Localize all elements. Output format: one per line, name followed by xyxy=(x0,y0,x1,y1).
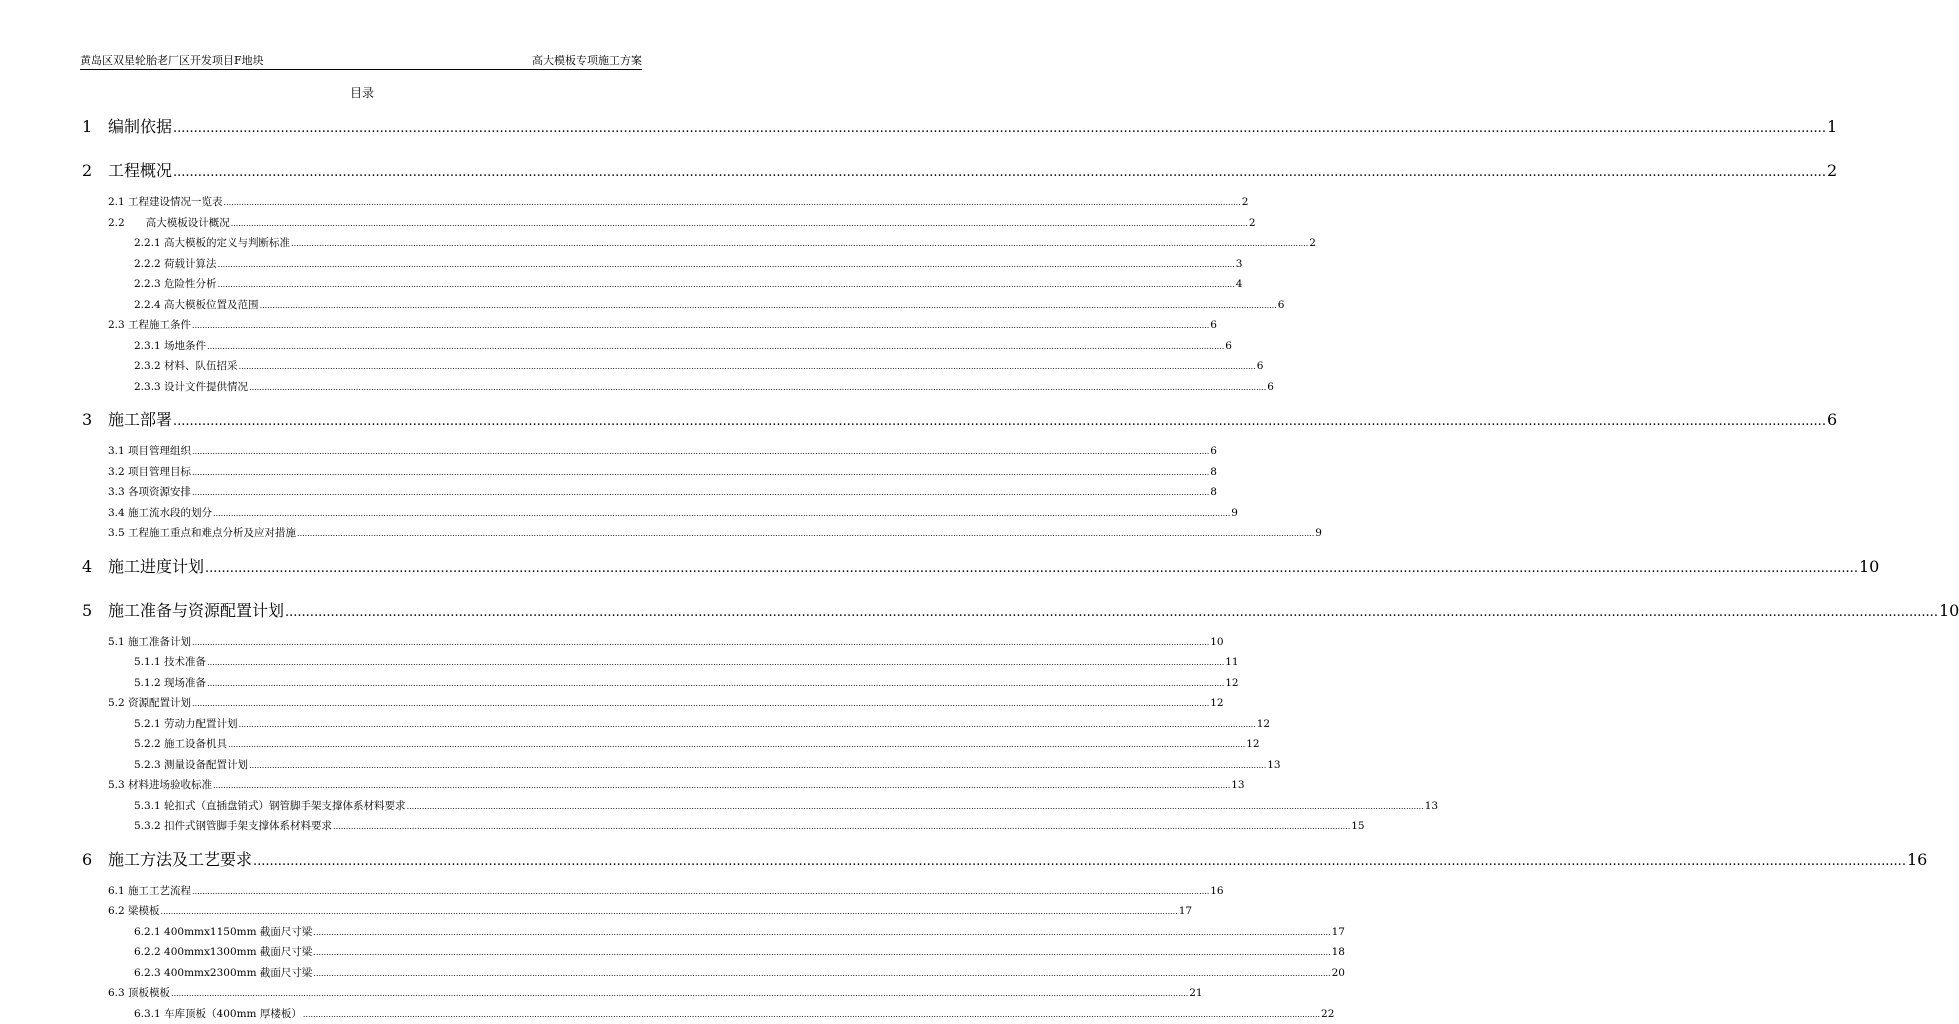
toc-entry-page: 2 xyxy=(1826,161,1838,180)
toc-entry-label xyxy=(108,443,191,458)
toc-entry-label xyxy=(134,1006,302,1021)
toc-entry-page: 10 xyxy=(1858,556,1880,576)
toc-entry[interactable] xyxy=(82,1006,1335,1022)
toc-entry-page: 16 xyxy=(1906,849,1928,869)
toc-entry-text: 6.3.1 车库顶板（400mm 厚楼板） xyxy=(134,1007,302,1020)
toc-entry-page: 17 xyxy=(1331,925,1345,938)
toc-entry-label xyxy=(134,965,312,980)
toc-leader-dots: ................................................................................................................................................................................................................................................................................................................................................................................................................ xyxy=(192,467,1210,477)
toc-entry[interactable] xyxy=(82,158,1838,182)
toc-entry-label xyxy=(108,317,191,332)
toc-entry[interactable] xyxy=(82,654,1239,670)
toc-entry-page: 9 xyxy=(1315,527,1322,539)
toc-entry-page: 12 xyxy=(1225,676,1239,689)
toc-entry-page: 18 xyxy=(1331,946,1345,958)
toc-entry[interactable] xyxy=(82,358,1264,374)
toc-entry[interactable] xyxy=(82,736,1260,752)
toc-entry-page: 22 xyxy=(1321,1007,1335,1020)
toc-entry-page: 10 xyxy=(1210,635,1224,648)
toc-entry-page: 6 xyxy=(1225,339,1232,352)
toc-entry-text: 5.2.3 测量设备配置计划 xyxy=(134,758,249,771)
toc-entry-text: 2.2 高大模板设计概况 xyxy=(108,216,230,229)
toc-leader-dots: ................................................................................................................................................................................................................................................................................................................................................................................................................ xyxy=(192,488,1210,497)
toc-entry-page: 20 xyxy=(1331,966,1345,979)
toc-entry[interactable] xyxy=(82,757,1281,773)
toc-leader-dots: ................................................................................................................................................................................................................................................................................................................................................................................................................ xyxy=(207,678,1225,688)
toc-entry-label xyxy=(134,675,206,690)
toc-entry-text: 6.2.1 400mmx1150mm 截面尺寸梁 xyxy=(134,925,313,938)
toc-leader-dots: ................................................................................................................................................................................................................................................................................................................................................................................................................ xyxy=(217,280,1235,289)
toc-entry-page: 12 xyxy=(1256,717,1271,730)
toc-entry-label xyxy=(134,235,290,250)
toc-entry-text: 施工进度计划 xyxy=(108,556,205,576)
toc-entry[interactable] xyxy=(82,407,1838,431)
toc-entry[interactable] xyxy=(82,903,1193,919)
toc-entry-text: 编制依据 xyxy=(108,117,173,136)
toc-entry[interactable] xyxy=(82,798,1439,814)
toc-entry[interactable] xyxy=(82,505,1238,521)
toc-leader-dots: ................................................................................................................................................................................................................................................................................................................................................................................................................ xyxy=(313,968,1331,978)
toc-leader-dots: ................................................................................................................................................................................................................................................................................................................................................................................................................ xyxy=(297,529,1315,538)
toc-entry[interactable] xyxy=(82,338,1232,354)
toc-leader-dots: ................................................................................................................................................................................................................................................................................................................................................................................................................ xyxy=(205,560,1858,576)
toc-entry-page: 12 xyxy=(1246,738,1260,750)
toc-leader-dots: ................................................................................................................................................................................................................................................................................................................................................................................................................ xyxy=(192,886,1210,896)
toc-leader-dots: ................................................................................................................................................................................................................................................................................................................................................................................................................ xyxy=(249,760,1267,770)
toc-entry-label xyxy=(82,554,204,577)
toc-entry-page: 2 xyxy=(1241,196,1249,208)
toc-entry-label xyxy=(82,847,252,870)
toc-entry-text: 3.1 项目管理组织 xyxy=(108,445,192,457)
toc-entry-number: 5 xyxy=(82,600,93,620)
toc-entry-page: 4 xyxy=(1235,278,1243,290)
toc-entry[interactable] xyxy=(82,777,1245,793)
toc-entry-text: 5.2.2 施工设备机具 xyxy=(134,738,228,750)
toc-leader-dots: ................................................................................................................................................................................................................................................................................................................................................................................................................ xyxy=(192,637,1210,647)
toc-entry-label xyxy=(82,158,172,181)
toc-leader-dots: ................................................................................................................................................................................................................................................................................................................................................................................................................ xyxy=(228,740,1246,749)
toc-entry[interactable] xyxy=(82,235,1316,251)
toc-entry-page: 6 xyxy=(1826,410,1838,429)
toc-entry[interactable] xyxy=(82,317,1217,333)
toc-entry-text: 施工部署 xyxy=(108,410,173,429)
toc-entry[interactable] xyxy=(82,194,1249,210)
toc-entry-label xyxy=(108,634,191,649)
toc-entry-page: 6 xyxy=(1210,445,1217,457)
toc-leader-dots: ................................................................................................................................................................................................................................................................................................................................................................................................................ xyxy=(291,239,1309,248)
toc-entry-page: 1 xyxy=(1826,117,1838,136)
toc-leader-dots: ................................................................................................................................................................................................................................................................................................................................................................................................................ xyxy=(333,822,1351,831)
toc-leader-dots: ................................................................................................................................................................................................................................................................................................................................................................................................................ xyxy=(302,1009,1321,1019)
toc-entry[interactable] xyxy=(82,924,1345,940)
toc-entry-text: 5.1 施工准备计划 xyxy=(108,635,192,648)
toc-entry-label xyxy=(82,114,172,137)
toc-entry[interactable] xyxy=(82,965,1345,981)
toc-entry-text: 2.3.3 设计文件提供情况 xyxy=(134,380,249,393)
toc-entry-page: 10 xyxy=(1938,600,1959,620)
toc-entry-label xyxy=(134,757,248,772)
toc-entry-page: 13 xyxy=(1267,758,1281,771)
toc-entry[interactable] xyxy=(82,215,1256,231)
toc-leader-dots: ................................................................................................................................................................................................................................................................................................................................................................................................................ xyxy=(171,989,1189,998)
toc-title: 目录 xyxy=(349,86,374,100)
toc-entry-number: 1 xyxy=(82,117,93,136)
toc-entry-text: 2.3 工程施工条件 xyxy=(108,319,192,331)
toc-entry-label xyxy=(134,297,259,312)
header-project-name: 黄岛区双星轮胎老厂区开发项目F地块 xyxy=(80,54,264,67)
toc-entry[interactable] xyxy=(82,379,1274,395)
toc-leader-dots: ................................................................................................................................................................................................................................................................................................................................................................................................................ xyxy=(230,218,1248,228)
toc-leader-dots: ................................................................................................................................................................................................................................................................................................................................................................................................................ xyxy=(223,198,1241,207)
toc-entry-label xyxy=(108,985,170,1000)
toc-leader-dots: ................................................................................................................................................................................................................................................................................................................................................................................................................ xyxy=(238,719,1256,729)
toc-leader-dots: ................................................................................................................................................................................................................................................................................................................................................................................................................ xyxy=(192,321,1210,330)
toc-entry-text: 5.2 资源配置计划 xyxy=(108,697,192,709)
header-rule xyxy=(80,69,642,70)
toc-entry-number: 4 xyxy=(82,556,93,576)
toc-entry-page: 3 xyxy=(1235,257,1243,270)
toc-entry-label xyxy=(108,505,212,520)
toc-entry[interactable] xyxy=(82,554,1880,578)
toc-entry[interactable] xyxy=(82,464,1217,480)
toc-entry-label xyxy=(108,525,296,540)
toc-leader-dots: ................................................................................................................................................................................................................................................................................................................................................................................................................ xyxy=(173,165,1826,180)
toc-entry-label xyxy=(82,598,284,621)
toc-entry-page: 6 xyxy=(1277,298,1285,311)
toc-entry-page: 12 xyxy=(1210,697,1224,709)
toc-entry-number: 6 xyxy=(82,849,93,869)
toc-leader-dots: ................................................................................................................................................................................................................................................................................................................................................................................................................ xyxy=(192,699,1210,708)
toc-entry-page: 8 xyxy=(1210,465,1217,478)
toc-entry-page: 9 xyxy=(1231,506,1238,519)
toc-entry-text: 5.1.2 现场准备 xyxy=(134,676,207,689)
toc-entry[interactable] xyxy=(82,114,1838,138)
toc-entry-text: 6.3 顶板模板 xyxy=(108,987,171,999)
toc-entry-page: 2 xyxy=(1309,237,1316,249)
toc-leader-dots: ................................................................................................................................................................................................................................................................................................................................................................................................................ xyxy=(173,121,1826,136)
toc-entry-text: 5.2.1 劳动力配置计划 xyxy=(134,717,238,730)
toc-leader-dots: ................................................................................................................................................................................................................................................................................................................................................................................................................ xyxy=(160,907,1178,916)
toc-entry[interactable] xyxy=(82,256,1243,272)
toc-entry[interactable] xyxy=(82,695,1224,711)
toc-leader-dots: ................................................................................................................................................................................................................................................................................................................................................................................................................ xyxy=(285,604,1938,620)
toc-leader-dots: ................................................................................................................................................................................................................................................................................................................................................................................................................ xyxy=(249,382,1267,392)
toc-entry-page: 6 xyxy=(1256,360,1264,372)
toc-entry-text: 3.3 各项资源安排 xyxy=(108,486,192,498)
toc-entry-text: 5.1.1 技术准备 xyxy=(134,656,207,668)
toc-entry[interactable] xyxy=(82,525,1322,541)
toc-leader-dots: ................................................................................................................................................................................................................................................................................................................................................................................................................ xyxy=(207,658,1225,667)
toc-entry-text: 6.1 施工工艺流程 xyxy=(108,884,192,897)
toc-entry[interactable] xyxy=(82,443,1217,459)
toc-entry[interactable] xyxy=(82,985,1203,1001)
toc-entry-text: 2.1 工程建设情况一览表 xyxy=(108,196,223,208)
toc-entry-label xyxy=(108,777,212,792)
toc-entry[interactable] xyxy=(82,883,1224,899)
toc-entry-label xyxy=(134,358,238,373)
toc-entry-text: 2.2.3 危险性分析 xyxy=(134,278,217,290)
toc-entry-text: 2.2.1 高大模板的定义与判断标准 xyxy=(134,237,291,249)
toc-entry-label xyxy=(134,944,312,959)
toc-entry-text: 2.3.1 场地条件 xyxy=(134,339,207,352)
toc-leader-dots: ................................................................................................................................................................................................................................................................................................................................................................................................................ xyxy=(313,948,1331,957)
toc-entry-label xyxy=(108,215,230,230)
toc-entry-text: 施工方法及工艺要求 xyxy=(108,849,253,869)
toc-entry[interactable] xyxy=(82,598,1959,622)
toc-entry[interactable] xyxy=(82,944,1345,960)
toc-entry-text: 3.2 项目管理目标 xyxy=(108,465,192,478)
toc-leader-dots: ................................................................................................................................................................................................................................................................................................................................................................................................................ xyxy=(253,853,1906,869)
toc-leader-dots: ................................................................................................................................................................................................................................................................................................................................................................................................................ xyxy=(217,259,1235,269)
toc-entry-label xyxy=(134,798,406,813)
toc-leader-dots: ................................................................................................................................................................................................................................................................................................................................................................................................................ xyxy=(213,508,1231,518)
toc-entry-label xyxy=(134,924,312,939)
toc-entry-text: 3.4 施工流水段的划分 xyxy=(108,506,213,519)
toc-entry-text: 2.2.4 高大模板位置及范围 xyxy=(134,298,259,311)
toc-entry-text: 2.3.2 材料、队伍招采 xyxy=(134,360,238,372)
toc-entry-label xyxy=(134,338,206,353)
toc-leader-dots: ................................................................................................................................................................................................................................................................................................................................................................................................................ xyxy=(173,414,1826,429)
toc-leader-dots: ................................................................................................................................................................................................................................................................................................................................................................................................................ xyxy=(238,362,1256,371)
header-document-title: 高大模板专项施工方案 xyxy=(532,54,642,67)
toc-entry-text: 施工准备与资源配置计划 xyxy=(108,600,285,620)
toc-entry-text: 5.3 材料进场验收标准 xyxy=(108,779,213,791)
toc-leader-dots: ................................................................................................................................................................................................................................................................................................................................................................................................................ xyxy=(192,447,1210,456)
toc-entry-label xyxy=(134,379,248,394)
toc-entry-label xyxy=(108,484,191,499)
toc-entry[interactable] xyxy=(82,818,1365,834)
toc-entry[interactable] xyxy=(82,297,1285,313)
toc-entry-page: 16 xyxy=(1210,884,1224,897)
toc-entry-number: 2 xyxy=(82,161,93,180)
toc-entry-page: 2 xyxy=(1248,216,1256,229)
toc-entry-page: 11 xyxy=(1225,656,1239,668)
toc-entry-number: 3 xyxy=(82,410,93,429)
toc-entry[interactable] xyxy=(82,716,1271,732)
toc-entry-text: 6.2.3 400mmx2300mm 截面尺寸梁 xyxy=(134,966,313,979)
toc-entry-label xyxy=(134,256,217,271)
toc-entry[interactable] xyxy=(82,484,1217,500)
toc-entry-label xyxy=(134,276,217,291)
toc-entry-label xyxy=(134,716,238,731)
toc-entry-text: 2.2.2 荷载计算法 xyxy=(134,257,217,270)
toc-entry-page: 21 xyxy=(1189,987,1203,999)
toc-entry-text: 6.2.2 400mmx1300mm 截面尺寸梁 xyxy=(134,946,313,958)
toc-entry-text: 5.3.2 扣件式钢管脚手架支撑体系材料要求 xyxy=(134,820,333,832)
toc-entry-label xyxy=(108,883,191,898)
toc-entry-page: 15 xyxy=(1351,820,1365,832)
toc-entry-text: 5.3.1 轮扣式（直插盘销式）钢管脚手架支撑体系材料要求 xyxy=(134,799,406,812)
toc-entry-label xyxy=(108,194,223,209)
toc-entry[interactable] xyxy=(82,276,1243,292)
toc-entry[interactable] xyxy=(82,847,1928,871)
toc-entry[interactable] xyxy=(82,634,1224,650)
toc-entry[interactable] xyxy=(82,675,1239,691)
toc-entry-text: 工程概况 xyxy=(108,161,173,180)
toc-leader-dots: ................................................................................................................................................................................................................................................................................................................................................................................................................ xyxy=(207,341,1225,351)
toc-entry-page: 13 xyxy=(1424,799,1439,812)
toc-entry-page: 13 xyxy=(1231,779,1245,791)
toc-leader-dots: ................................................................................................................................................................................................................................................................................................................................................................................................................ xyxy=(259,300,1277,310)
toc-leader-dots: ................................................................................................................................................................................................................................................................................................................................................................................................................ xyxy=(406,801,1424,811)
toc-leader-dots: ................................................................................................................................................................................................................................................................................................................................................................................................................ xyxy=(213,781,1231,790)
toc-entry-text: 6.2 梁模板 xyxy=(108,905,160,917)
toc-entry-label xyxy=(134,818,332,833)
toc-entry-label xyxy=(134,654,206,669)
toc-entry-label xyxy=(108,464,191,479)
toc-entry-text: 3.5 工程施工重点和难点分析及应对措施 xyxy=(108,527,297,539)
toc-entry-page: 6 xyxy=(1267,380,1274,393)
toc-entry-label xyxy=(108,903,160,918)
toc-entry-label xyxy=(134,736,227,751)
toc-entry-page: 6 xyxy=(1210,319,1217,331)
toc-entry-label xyxy=(82,407,172,430)
toc-entry-label xyxy=(108,695,191,710)
toc-entry-page: 17 xyxy=(1178,905,1193,917)
toc-leader-dots: ................................................................................................................................................................................................................................................................................................................................................................................................................ xyxy=(313,927,1331,937)
toc-entry-page: 8 xyxy=(1210,486,1217,498)
